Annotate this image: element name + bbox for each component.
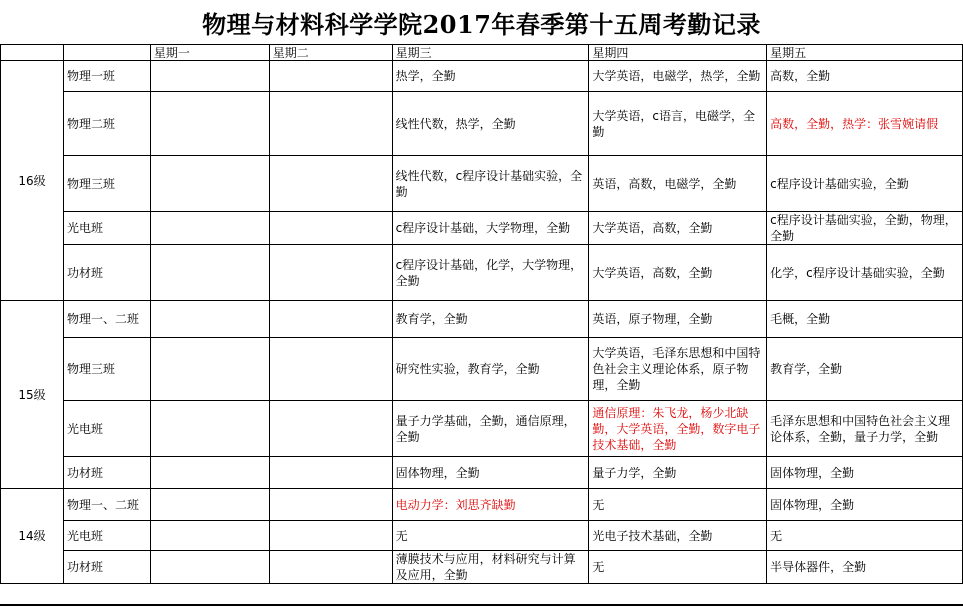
- attendance-cell: 量子力学，全勤: [589, 457, 767, 489]
- class-name: 光电班: [63, 521, 150, 551]
- attendance-cell: [150, 301, 269, 338]
- attendance-cell: 英语，高数，电磁学，全勤: [589, 156, 767, 212]
- page-title: 物理与材料科学学院2017年春季第十五周考勤记录: [202, 9, 761, 39]
- attendance-cell: c程序设计基础实验，全勤: [767, 156, 963, 212]
- day-header: 星期五: [767, 45, 963, 61]
- attendance-cell: 教育学，全勤: [392, 301, 589, 338]
- table-row: [1, 489, 963, 521]
- day-header: 星期四: [589, 45, 767, 61]
- attendance-cell: [150, 521, 269, 551]
- class-name: 物理二班: [63, 92, 150, 156]
- attendance-cell: 化学，c程序设计基础实验，全勤: [767, 245, 963, 301]
- attendance-cell: [269, 551, 392, 584]
- attendance-cell: 毛泽东思想和中国特色社会主义理论体系，全勤，量子力学，全勤: [767, 401, 963, 457]
- attendance-cell: [150, 489, 269, 521]
- attendance-cell: 大学英语，c语言，电磁学，全勤: [589, 92, 767, 156]
- attendance-cell: [150, 551, 269, 584]
- attendance-cell: 固体物理，全勤: [767, 489, 963, 521]
- attendance-cell: 无: [767, 521, 963, 551]
- attendance-cell: 无: [392, 521, 589, 551]
- grade-label: 16级: [1, 61, 64, 301]
- attendance-cell: 通信原理：朱飞龙，杨少北缺勤，大学英语，全勤，数字电子技术基础，全勤: [589, 401, 767, 457]
- table-row: [1, 338, 963, 401]
- attendance-cell: 线性代数，c程序设计基础实验，全勤: [392, 156, 589, 212]
- attendance-cell: [269, 401, 392, 457]
- attendance-cell: [150, 92, 269, 156]
- attendance-cell: 高数，全勤，热学：张雪婉请假: [767, 92, 963, 156]
- grade-label: 15级: [1, 301, 64, 489]
- grade-label: 14级: [1, 489, 64, 584]
- bottom-border: [0, 604, 963, 606]
- attendance-cell: 薄膜技术与应用，材料研究与计算及应用，全勤: [392, 551, 589, 584]
- attendance-cell: 线性代数，热学，全勤: [392, 92, 589, 156]
- table-row: [1, 156, 963, 212]
- class-name: 功材班: [63, 457, 150, 489]
- header-corner-grade: [1, 45, 64, 61]
- attendance-cell: [150, 338, 269, 401]
- table-row: [1, 457, 963, 489]
- table-row: [1, 521, 963, 551]
- attendance-cell: [269, 61, 392, 92]
- class-name: 功材班: [63, 245, 150, 301]
- class-name: 光电班: [63, 212, 150, 245]
- attendance-cell: c程序设计基础，大学物理，全勤: [392, 212, 589, 245]
- attendance-cell: 大学英语，高数，全勤: [589, 245, 767, 301]
- attendance-cell: 热学，全勤: [392, 61, 589, 92]
- attendance-cell: 大学英语，电磁学，热学，全勤: [589, 61, 767, 92]
- attendance-cell: 光电子技术基础，全勤: [589, 521, 767, 551]
- table-row: [1, 61, 963, 92]
- header-corner-class: [63, 45, 150, 61]
- attendance-cell: 毛概，全勤: [767, 301, 963, 338]
- attendance-cell: 大学英语，高数，全勤: [589, 212, 767, 245]
- attendance-cell: [150, 212, 269, 245]
- attendance-cell: 教育学，全勤: [767, 338, 963, 401]
- attendance-cell: c程序设计基础，化学，大学物理，全勤: [392, 245, 589, 301]
- attendance-cell: 英语，原子物理，全勤: [589, 301, 767, 338]
- class-name: 物理三班: [63, 156, 150, 212]
- attendance-cell: [150, 245, 269, 301]
- attendance-cell: 研究性实验，教育学，全勤: [392, 338, 589, 401]
- class-name: 物理一班: [63, 61, 150, 92]
- attendance-cell: [269, 457, 392, 489]
- attendance-cell: 量子力学基础，全勤，通信原理，全勤: [392, 401, 589, 457]
- attendance-cell: [269, 301, 392, 338]
- class-name: 功材班: [63, 551, 150, 584]
- day-header: 星期一: [150, 45, 269, 61]
- attendance-cell: [269, 156, 392, 212]
- attendance-cell: [269, 521, 392, 551]
- attendance-cell: [150, 61, 269, 92]
- day-header: 星期二: [269, 45, 392, 61]
- attendance-table: [0, 44, 963, 584]
- attendance-cell: 固体物理，全勤: [392, 457, 589, 489]
- attendance-cell: [150, 401, 269, 457]
- attendance-cell: 大学英语，毛泽东思想和中国特色社会主义理论体系，原子物理，全勤: [589, 338, 767, 401]
- attendance-cell: [269, 92, 392, 156]
- header-row: [1, 45, 963, 61]
- attendance-cell: [150, 156, 269, 212]
- class-name: 物理一、二班: [63, 301, 150, 338]
- table-row: [1, 551, 963, 584]
- table-row: [1, 401, 963, 457]
- attendance-cell: [269, 489, 392, 521]
- table-row: [1, 245, 963, 301]
- attendance-cell: 无: [589, 551, 767, 584]
- attendance-cell: 无: [589, 489, 767, 521]
- attendance-cell: [269, 245, 392, 301]
- attendance-cell: [150, 457, 269, 489]
- attendance-cell: c程序设计基础实验，全勤，物理，全勤: [767, 212, 963, 245]
- attendance-cell: 半导体器件，全勤: [767, 551, 963, 584]
- attendance-cell: [269, 338, 392, 401]
- table-row: [1, 212, 963, 245]
- table-row: [1, 301, 963, 338]
- class-name: 光电班: [63, 401, 150, 457]
- attendance-cell: 固体物理，全勤: [767, 457, 963, 489]
- attendance-cell: [269, 212, 392, 245]
- class-name: 物理三班: [63, 338, 150, 401]
- attendance-cell: 电动力学：刘思齐缺勤: [392, 489, 589, 521]
- class-name: 物理一、二班: [63, 489, 150, 521]
- day-header: 星期三: [392, 45, 589, 61]
- table-row: [1, 92, 963, 156]
- attendance-cell: 高数，全勤: [767, 61, 963, 92]
